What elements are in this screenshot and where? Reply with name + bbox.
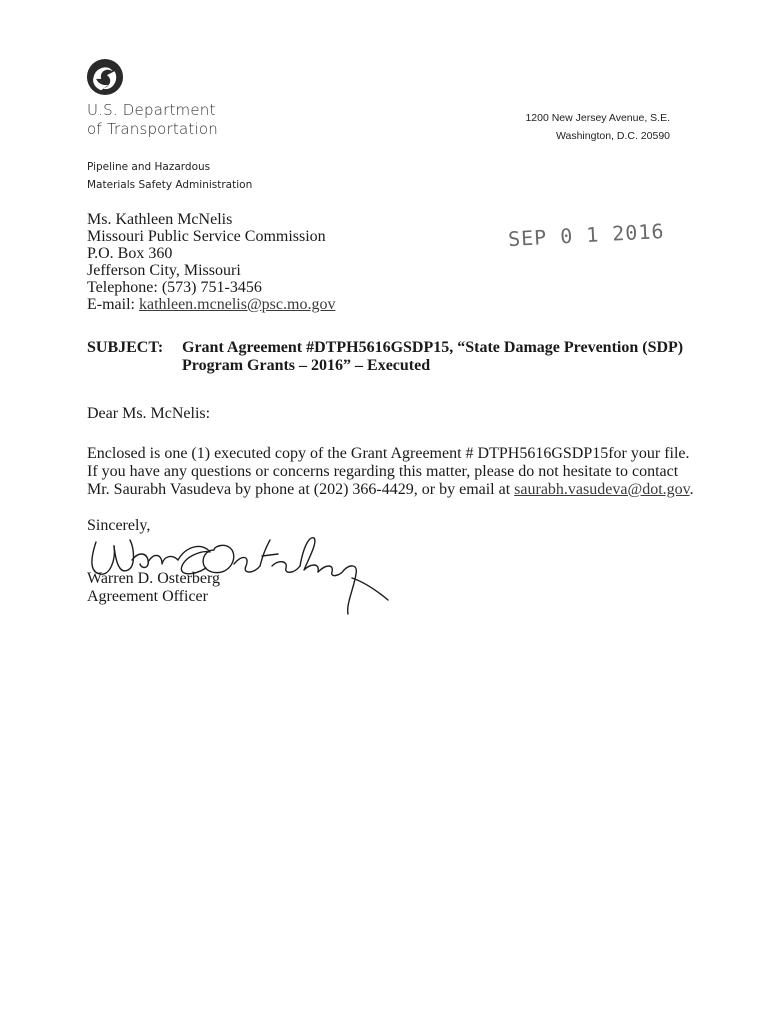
letter-body: [87, 445, 694, 499]
greeting: Dear Ms. McNelis:: [87, 405, 211, 422]
email-label: E-mail:: [87, 296, 139, 313]
address-line-1: 1200 New Jersey Avenue, S.E.: [525, 112, 670, 124]
recipient-organization: Missouri Public Service Commission: [87, 228, 326, 245]
department-address: [525, 109, 670, 145]
signer-name: Warren D. Osterberg: [87, 570, 221, 587]
body-line-3-prefix: Mr. Saurabh Vasudeva by phone at (202) 366-4429, or by email at: [87, 481, 515, 498]
contact-email-link[interactable]: saurabh.vasudeva@dot.gov: [514, 481, 690, 498]
subject-line-1: Grant Agreement #DTPH5616GSDP15, “State Damage Prevention (SDP): [182, 339, 684, 356]
signer-block: [87, 570, 220, 606]
closing: Sincerely,: [87, 517, 151, 534]
department-line-2: of Transportation: [87, 120, 218, 138]
recipient-city: Jefferson City, Missouri: [87, 262, 241, 279]
department-line-1: U.S. Department: [87, 101, 216, 119]
recipient-email-line: [87, 296, 335, 313]
address-line-2: Washington, D.C. 20590: [555, 130, 670, 142]
recipient-name: Ms. Kathleen McNelis: [87, 211, 233, 228]
dot-triskelion-logo-icon: [86, 58, 124, 96]
recipient-po-box: P.O. Box 360: [87, 245, 173, 262]
department-name: [87, 101, 218, 139]
body-line-1: Enclosed is one (1) executed copy of the Grant Agreement # DTPH5616GSDP15for your file.: [87, 445, 690, 462]
date-stamp: SEP 0 1 2016: [507, 218, 666, 252]
subject-label: SUBJECT:: [87, 339, 164, 356]
recipient-telephone: Telephone: (573) 751-3456: [87, 279, 262, 296]
subject-line-2: Program Grants – 2016” – Executed: [182, 357, 431, 374]
body-line-3-suffix: .: [689, 481, 694, 498]
signer-title: Agreement Officer: [87, 588, 208, 605]
subject-text: [182, 339, 702, 375]
recipient-email-link[interactable]: kathleen.mcnelis@psc.mo.gov: [138, 296, 336, 313]
body-line-3: [87, 481, 694, 499]
administration-name: [87, 158, 252, 194]
body-line-2: If you have any questions or concerns regarding this matter, please do not hesitate to contact: [87, 463, 679, 480]
administration-line-2: Materials Safety Administration: [87, 179, 253, 191]
recipient-block: [87, 211, 335, 313]
administration-line-1: Pipeline and Hazardous: [87, 161, 211, 173]
